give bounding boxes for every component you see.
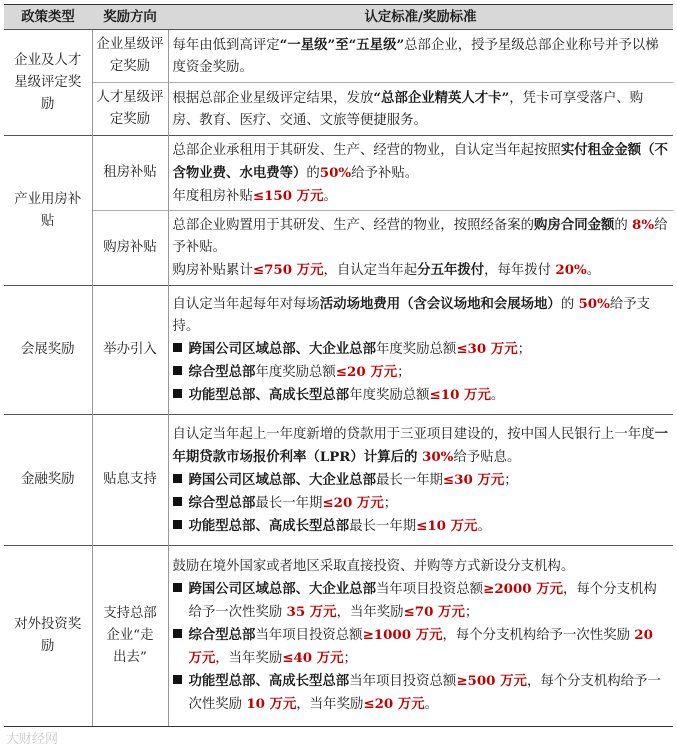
standard-cell <box>168 415 673 546</box>
policy-type-cell: 会展奖励 <box>4 286 92 415</box>
table-row <box>4 211 673 286</box>
bold-text: 分五年拨付 <box>417 262 485 278</box>
bold-text: 综合型总部 <box>188 494 256 511</box>
standard-cell <box>168 546 673 727</box>
text-run: 年度奖励总额 <box>349 388 430 403</box>
text-run: ，每个分支机构给予一次性奖励 <box>188 674 661 712</box>
watermark: 大财经网 <box>6 732 59 747</box>
text-run: 的 <box>306 165 320 181</box>
bullet-item <box>173 515 670 538</box>
text-run: 的 <box>614 218 633 233</box>
intro-text <box>173 556 670 578</box>
text-run: 当年项目投资总额 <box>375 582 484 597</box>
standard-cell <box>168 83 673 136</box>
text-run: ； <box>517 342 532 357</box>
highlight-value: ≤40 万元 <box>282 650 344 666</box>
square-bullet-icon <box>173 343 182 352</box>
highlight-value: ≤10 万元 <box>416 517 478 534</box>
text-run: 自认定当年起每年对每场 <box>172 297 320 312</box>
bullet-item <box>173 338 670 361</box>
square-bullet-icon <box>173 389 182 398</box>
bullet-item <box>173 492 670 515</box>
highlight-value: ≤20 万元 <box>363 696 425 712</box>
bullet-item <box>173 361 670 384</box>
direction-cell: 举办引入 <box>92 286 168 415</box>
text-run: 当年项目投资总额 <box>349 674 457 689</box>
intro-text <box>173 423 670 469</box>
text-run: 给予支持。 <box>172 297 651 334</box>
header-policy-type: 政策类型 <box>4 5 92 30</box>
header-standard: 认定标准/奖励标准 <box>168 5 673 30</box>
text-run: 。 <box>477 518 491 534</box>
highlight-value: 50% <box>319 164 352 181</box>
bullet-item <box>173 384 670 407</box>
bold-text: “一星级”至“五星级” <box>279 36 405 53</box>
text-run: 总部企业购置用于其研发、生产、经营的物业，按照经备案的 <box>172 218 535 233</box>
bold-text: 功能型总部、高成长型总部 <box>188 517 350 534</box>
text-run: 总部企业承租用于其研发、生产、经营的物业，自认定当年起按照 <box>172 142 561 158</box>
text-run: 。 <box>323 188 337 204</box>
standard-cell <box>168 211 673 286</box>
text-run: 最长一年期 <box>349 518 417 534</box>
square-bullet-icon <box>173 675 182 684</box>
text-run: 年度奖励总额 <box>375 342 457 357</box>
text-run: 根据总部企业星级评定结果，发放 <box>172 90 374 106</box>
intro-text <box>173 293 670 338</box>
bold-text: 实付租金金额（不含物业费、水电费等） <box>172 141 668 181</box>
bold-text: 跨国公司区域总部、大企业总部 <box>188 581 376 597</box>
square-bullet-icon <box>173 583 182 592</box>
text-run: ，当年奖励 <box>215 651 283 666</box>
bold-text: 活动场地费用（含会议场地和会展场地） <box>319 296 561 312</box>
highlight-value: ≤150 万元 <box>252 187 324 204</box>
bold-text: 跨国公司区域总部、大企业总部 <box>188 341 376 357</box>
text-run: 自认定当年起上一年度新增的贷款用于三亚项目建设的，按中国人民银行上一年度 <box>172 426 655 442</box>
square-bullet-icon <box>173 497 182 506</box>
table-row <box>4 546 673 727</box>
text-run: 年度奖励总额 <box>255 365 336 380</box>
text-run: ，每个分支机构给予一次性奖励 <box>188 582 657 620</box>
bold-text: 综合型总部 <box>188 364 256 380</box>
standard-cell <box>168 136 673 211</box>
highlight-value: ≤20 万元 <box>335 364 398 380</box>
text-run: ； <box>464 605 479 620</box>
bold-text: 功能型总部、高成长型总部 <box>188 387 350 403</box>
direction-cell: 企业星级评定奖励 <box>92 30 168 83</box>
text-run: 。 <box>424 697 439 712</box>
highlight-value: ≥2000 万元 <box>483 581 564 597</box>
square-bullet-icon <box>173 629 182 638</box>
highlight-value: 20 万元 <box>188 627 653 666</box>
standard-cell <box>168 30 673 83</box>
text-run: 给予补贴。 <box>351 165 419 181</box>
text-run: 给予贴息。 <box>453 449 521 465</box>
highlight-value: 20% <box>555 262 587 278</box>
highlight-value: 35 万元 <box>286 604 337 620</box>
highlight-value: ≥1000 万元 <box>362 627 443 643</box>
text-run: ，凭卡可享受落户、购房、教育、医疗、交通、文旅等便捷服务。 <box>172 90 644 128</box>
table-row <box>4 30 673 83</box>
bullet-item <box>173 670 670 716</box>
direction-cell: 租房补贴 <box>92 136 168 211</box>
highlight-value: ≤30 万元 <box>456 341 518 357</box>
text-run: ； <box>504 472 518 488</box>
table-row <box>4 136 673 211</box>
highlight-value: ≤30 万元 <box>442 471 505 488</box>
text-run: 每年由低到高评定 <box>172 37 280 53</box>
square-bullet-icon <box>173 366 182 375</box>
square-bullet-icon <box>173 520 182 529</box>
bullet-item <box>173 624 670 670</box>
table-row <box>4 83 673 136</box>
text-run: 。 <box>490 388 505 403</box>
bullet-item <box>173 578 670 624</box>
square-bullet-icon <box>173 474 182 483</box>
text-run: 购房补贴累计 <box>172 263 253 278</box>
bold-text: 购房合同金额 <box>534 217 615 233</box>
header-row <box>4 5 673 30</box>
highlight-value: ≤750 万元 <box>252 262 324 278</box>
table-row <box>4 415 673 546</box>
text-run: 年度租房补贴 <box>172 188 253 204</box>
text-run: ； <box>383 495 398 511</box>
highlight-value: ≤10 万元 <box>429 387 491 403</box>
highlight-value: 50% <box>578 296 610 312</box>
text-run: 。 <box>586 263 601 278</box>
text-run: 鼓励在境外国家或者地区采取直接投资、并购等方式新设分支机构。 <box>172 559 575 574</box>
policy-table <box>4 4 673 727</box>
bold-text: 功能型总部、高成长型总部 <box>188 673 350 689</box>
highlight-value: ≤70 万元 <box>403 604 465 620</box>
bold-text: 跨国公司区域总部、大企业总部 <box>188 471 376 488</box>
bold-text: “总部企业精英人才卡” <box>373 89 510 106</box>
highlight-value: 30% <box>417 448 454 465</box>
text-run: ，当年奖励 <box>296 697 364 712</box>
highlight-value: 8% <box>632 217 655 233</box>
text-run: 最长一年期 <box>255 495 323 511</box>
policy-type-cell: 产业用房补贴 <box>4 136 92 286</box>
text-run: 总部企业，授予星级总部企业称号并予以梯度资金奖励。 <box>172 37 659 75</box>
text-run: 当年项目投资总额 <box>255 628 363 643</box>
text-run: ； <box>397 365 411 380</box>
text-run: ，自认定当年起 <box>323 263 418 278</box>
table-row <box>4 286 673 415</box>
direction-cell: 人才星级评定奖励 <box>92 83 168 136</box>
highlight-value: ≥500 万元 <box>456 673 527 689</box>
policy-type-cell: 企业及人才星级评定奖励 <box>4 30 92 136</box>
bold-text: 一年期贷款市场报价利率（LPR）计算后的 <box>172 425 668 465</box>
text-run: 给予补贴。 <box>172 218 668 255</box>
bullet-item <box>173 469 670 492</box>
policy-type-cell: 对外投资奖励 <box>4 546 92 727</box>
text-run: ； <box>343 651 357 666</box>
policy-type-cell: 金融奖励 <box>4 415 92 546</box>
text-run: 最长一年期 <box>375 472 443 488</box>
direction-cell: 支持总部企业“走出去” <box>92 546 168 727</box>
standard-cell <box>168 286 673 415</box>
highlight-value: 10 万元 <box>246 696 297 712</box>
text-run: ，每年拨付 <box>484 263 556 278</box>
highlight-value: ≤20 万元 <box>322 494 384 511</box>
direction-cell: 购房补贴 <box>92 211 168 286</box>
text-run: ，每个分支机构给予一次性奖励 <box>442 628 635 643</box>
direction-cell: 贴息支持 <box>92 415 168 546</box>
text-run: 的 <box>560 297 579 312</box>
bold-text: 综合型总部 <box>188 627 256 643</box>
text-run: ，当年奖励 <box>336 605 404 620</box>
header-reward-direction: 奖励方向 <box>92 5 168 30</box>
